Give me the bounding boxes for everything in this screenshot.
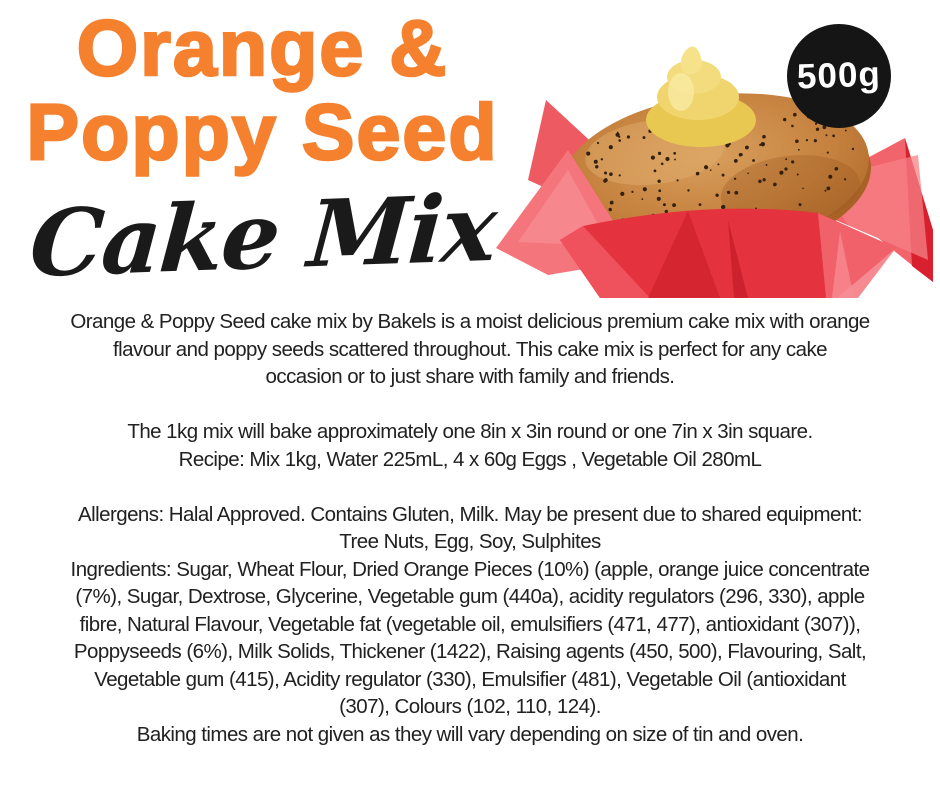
text-line: (307), Colours (102, 110, 124). <box>339 695 601 718</box>
page-title <box>0 0 525 174</box>
text-line: Baking times are not given as they will vary depending on size of tin and oven. <box>136 722 804 746</box>
text-line: fibre, Natural Flavour, Vegetable fat (vegetable oil, emulsifiers (471, 477), antioxidant (307)), <box>79 612 861 636</box>
label-body-text <box>18 308 922 748</box>
bake-info-paragraph <box>18 418 922 473</box>
text-line: occasion or to just share with family and friends. <box>265 365 675 388</box>
text-line: flavour and poppy seeds scattered throughout. This cake mix is perfect for any cake <box>112 337 828 361</box>
title-line-1: Orange & <box>76 3 449 92</box>
weight-badge <box>787 24 891 128</box>
description-paragraph <box>18 308 922 391</box>
text-line: Recipe: Mix 1kg, Water 225mL, 4 x 60g Eggs , Vegetable Oil 280mL <box>178 447 762 471</box>
text-line: Tree Nuts, Egg, Soy, Sulphites <box>339 530 601 553</box>
text-line: Allergens: Halal Approved. Contains Gluten, Milk. May be present due to shared equipment: <box>77 502 863 526</box>
allergens-paragraph <box>18 501 922 556</box>
ingredients-paragraph <box>18 556 922 721</box>
text-line: Orange & Poppy Seed cake mix by Bakels is a moist delicious premium cake mix with orange <box>70 310 870 333</box>
text-line: The 1kg mix will bake approximately one 8in x 3in round or one 7in x 3in square. <box>127 420 813 443</box>
weight-badge-label: 500g <box>796 54 882 97</box>
text-line: Ingredients: Sugar, Wheat Flour, Dried Orange Pieces (10%) (apple, orange juice concentrate <box>70 557 870 581</box>
text-line: Poppyseeds (6%), Milk Solids, Thickener (1422), Raising agents (450, 500), Flavouring, Salt, <box>73 640 867 663</box>
subtitle-script: Cake Mix <box>26 173 499 299</box>
baking-note-paragraph <box>18 721 922 749</box>
text-line: (7%), Sugar, Dextrose, Glycerine, Vegetable gum (440a), acidity regulators (296, 330), apple <box>75 585 865 608</box>
title-line-2: Poppy Seed <box>26 87 499 176</box>
text-line: Vegetable gum (415), Acidity regulator (330), Emulsifier (481), Vegetable Oil (antioxidant <box>94 667 846 691</box>
